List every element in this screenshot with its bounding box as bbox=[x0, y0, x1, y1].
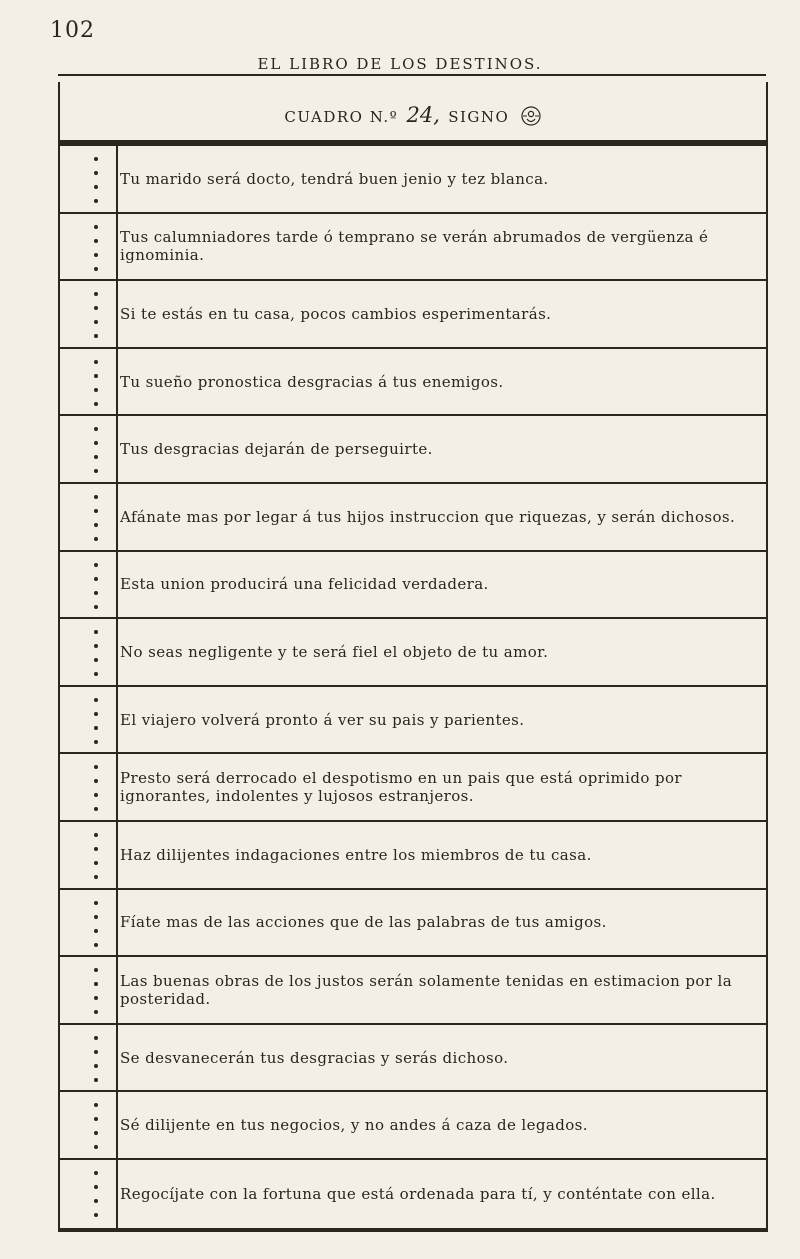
dot-mark bbox=[94, 929, 98, 933]
entry-text: No seas negligente y te será fiel el objeto de tu amor. bbox=[120, 642, 549, 661]
dot-mark bbox=[94, 225, 98, 229]
entry-text: Esta union producirá una felicidad verdadera. bbox=[120, 575, 489, 594]
table-row bbox=[60, 822, 766, 890]
dot-marks bbox=[60, 890, 118, 956]
dot-mark bbox=[94, 1185, 98, 1189]
dot-marks bbox=[60, 281, 118, 347]
entry-text: Fíate mas de las acciones que de las palabras de tus amigos. bbox=[120, 913, 607, 932]
table-row bbox=[60, 957, 766, 1025]
dot-mark bbox=[94, 306, 98, 310]
dot-mark bbox=[94, 996, 98, 1000]
entries-table bbox=[60, 146, 766, 1228]
table-row bbox=[60, 1092, 766, 1160]
table-row bbox=[60, 1160, 766, 1228]
dot-mark bbox=[94, 185, 98, 189]
table-row bbox=[60, 1025, 766, 1093]
table-row bbox=[60, 281, 766, 349]
page-number: 102 bbox=[50, 18, 95, 43]
entry-text: Sé dilijente en tus negocios, y no andes á caza de legados. bbox=[120, 1116, 588, 1135]
dot-mark bbox=[94, 793, 98, 797]
table-row bbox=[60, 687, 766, 755]
dot-marks bbox=[60, 484, 118, 550]
dot-mark bbox=[94, 644, 98, 648]
entry-text: Se desvanecerán tus desgracias y serás dichoso. bbox=[120, 1048, 509, 1067]
dot-mark bbox=[94, 672, 98, 676]
dot-mark bbox=[94, 875, 98, 879]
dot-mark bbox=[94, 292, 98, 296]
table-row bbox=[60, 349, 766, 417]
dot-mark bbox=[94, 630, 98, 634]
dot-mark bbox=[94, 605, 98, 609]
dot-mark bbox=[94, 591, 98, 595]
table-row bbox=[60, 214, 766, 282]
entry-text: Tus desgracias dejarán de perseguirte. bbox=[120, 440, 433, 459]
dot-mark bbox=[94, 658, 98, 662]
dot-marks bbox=[60, 349, 118, 415]
entry-text: Afánate mas por legar á tus hijos instruccion que riquezas, y serán dichosos. bbox=[120, 507, 736, 526]
dot-mark bbox=[94, 1010, 98, 1014]
dot-marks bbox=[60, 416, 118, 482]
dot-mark bbox=[94, 698, 98, 702]
dot-mark bbox=[94, 427, 98, 431]
dot-mark bbox=[94, 563, 98, 567]
dot-mark bbox=[94, 740, 98, 744]
dot-mark bbox=[94, 577, 98, 581]
dot-mark bbox=[94, 901, 98, 905]
dot-mark bbox=[94, 267, 98, 271]
sign-label: SIGNO bbox=[448, 108, 510, 126]
dot-mark bbox=[94, 239, 98, 243]
dot-mark bbox=[94, 1145, 98, 1149]
header-rule bbox=[58, 74, 766, 76]
table-row bbox=[60, 754, 766, 822]
entry-text: Si te estás en tu casa, pocos cambios esperimentarás. bbox=[120, 304, 552, 323]
dot-mark bbox=[94, 523, 98, 527]
zodiac-sign-icon bbox=[520, 105, 542, 131]
dot-mark bbox=[94, 1213, 98, 1217]
table-number: 24, bbox=[406, 103, 440, 127]
entry-text: El viajero volverá pronto á ver su pais y parientes. bbox=[120, 710, 525, 729]
dot-mark bbox=[94, 360, 98, 364]
dot-marks bbox=[60, 619, 118, 685]
dot-marks bbox=[60, 1160, 118, 1228]
table-row bbox=[60, 146, 766, 214]
entry-text: Presto será derrocado el despotismo en un pais que está oprimido por ignorantes, indolentes y lujosos estranjeros. bbox=[120, 769, 682, 806]
dot-mark bbox=[94, 171, 98, 175]
dot-mark bbox=[94, 1064, 98, 1068]
table-row bbox=[60, 484, 766, 552]
dot-mark bbox=[94, 1036, 98, 1040]
dot-mark bbox=[94, 847, 98, 851]
running-head: EL LIBRO DE LOS DESTINOS. bbox=[257, 55, 543, 73]
dot-mark bbox=[94, 1050, 98, 1054]
dot-marks bbox=[60, 552, 118, 618]
entry-text: Haz dilijentes indagaciones entre los miembros de tu casa. bbox=[120, 845, 592, 864]
dot-marks bbox=[60, 687, 118, 753]
page-frame bbox=[58, 82, 768, 1232]
table-row bbox=[60, 416, 766, 484]
dot-mark bbox=[94, 982, 98, 986]
dot-mark bbox=[94, 1199, 98, 1203]
dot-marks bbox=[60, 957, 118, 1023]
dot-mark bbox=[94, 833, 98, 837]
dot-marks bbox=[60, 214, 118, 280]
dot-mark bbox=[94, 1078, 98, 1082]
dot-mark bbox=[94, 455, 98, 459]
table-row bbox=[60, 890, 766, 958]
dot-mark bbox=[94, 915, 98, 919]
dot-mark bbox=[94, 334, 98, 338]
dot-marks bbox=[60, 822, 118, 888]
entry-text: Las buenas obras de los justos serán solamente tenidas en estimacion por la posteridad. bbox=[120, 971, 733, 1008]
dot-mark bbox=[94, 157, 98, 161]
dot-mark bbox=[94, 1103, 98, 1107]
dot-mark bbox=[94, 253, 98, 257]
dot-mark bbox=[94, 807, 98, 811]
table-row bbox=[60, 619, 766, 687]
table-row bbox=[60, 552, 766, 620]
dot-mark bbox=[94, 943, 98, 947]
entry-text: Regocíjate con la fortuna que está ordenada para tí, y conténtate con ella. bbox=[120, 1184, 716, 1203]
dot-mark bbox=[94, 509, 98, 513]
dot-mark bbox=[94, 726, 98, 730]
dot-mark bbox=[94, 765, 98, 769]
dot-marks bbox=[60, 1025, 118, 1091]
dot-mark bbox=[94, 968, 98, 972]
dot-mark bbox=[94, 199, 98, 203]
dot-mark bbox=[94, 495, 98, 499]
dot-mark bbox=[94, 779, 98, 783]
table-title-prefix: CUADRO N.º bbox=[284, 108, 399, 126]
dot-mark bbox=[94, 374, 98, 378]
dot-marks bbox=[60, 146, 118, 212]
dot-mark bbox=[94, 1131, 98, 1135]
entry-text: Tus calumniadores tarde ó temprano se verán abrumados de vergüenza é ignominia. bbox=[120, 228, 709, 265]
dot-mark bbox=[94, 402, 98, 406]
dot-marks bbox=[60, 1092, 118, 1158]
dot-mark bbox=[94, 441, 98, 445]
dot-mark bbox=[94, 320, 98, 324]
dot-mark bbox=[94, 1171, 98, 1175]
table-title bbox=[60, 103, 766, 131]
dot-mark bbox=[94, 469, 98, 473]
dot-mark bbox=[94, 388, 98, 392]
dot-mark bbox=[94, 537, 98, 541]
dot-marks bbox=[60, 754, 118, 820]
entry-text: Tu marido será docto, tendrá buen jenio y tez blanca. bbox=[120, 169, 549, 188]
dot-mark bbox=[94, 1117, 98, 1121]
dot-mark bbox=[94, 712, 98, 716]
entry-text: Tu sueño pronostica desgracias á tus enemigos. bbox=[120, 372, 504, 391]
dot-mark bbox=[94, 861, 98, 865]
